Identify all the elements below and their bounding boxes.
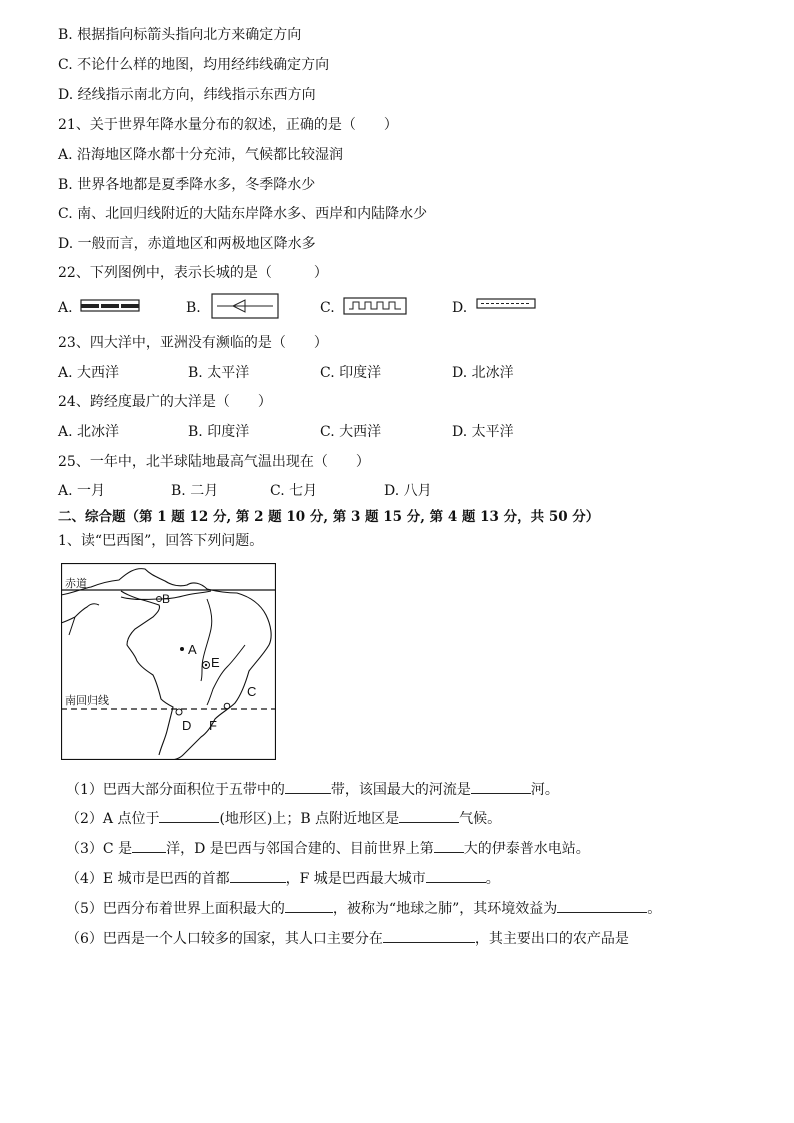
- sub2-blank-2[interactable]: [399, 808, 459, 823]
- legend-a-icon: [80, 297, 140, 315]
- q22-label-c: C.: [320, 300, 335, 316]
- brazil-map: [61, 563, 276, 760]
- q23-options: [58, 364, 578, 384]
- q23-option-c: C. 印度洋: [320, 365, 382, 381]
- q21-stem: 21、关于世界年降水量分布的叙述，正确的是（ ）: [58, 117, 398, 133]
- sub2-text-a: （2）A 点位于: [66, 811, 160, 827]
- sub5-text-b: ，被称为“地球之肺”，其环境效益为: [332, 901, 558, 917]
- q21-option-c: C. 南、北回归线附近的大陆东岸降水多、西岸和内陆降水少: [58, 206, 428, 222]
- point-a-label: A: [188, 642, 197, 657]
- q22-label-a: A.: [58, 300, 73, 316]
- q23-option-d: D. 北冰洋: [452, 365, 514, 381]
- q23-option-a: A. 大西洋: [58, 365, 120, 381]
- q25-option-a: A. 一月: [58, 483, 106, 499]
- q24-option-c: C. 大西洋: [320, 424, 382, 440]
- sub-question-1: [66, 779, 559, 799]
- q21-option-a: A. 沿海地区降水都十分充沛，气候都比较湿润: [58, 147, 344, 163]
- sub-question-5: [66, 898, 661, 918]
- q21-option-d: D. 一般而言，赤道地区和两极地区降水多: [58, 236, 316, 252]
- q20-option-b: B. 根据指向标箭头指向北方来确定方向: [58, 27, 302, 43]
- sub1-text-c: 河。: [530, 782, 559, 798]
- point-a-marker: [180, 647, 184, 651]
- equator-label: 赤道: [65, 578, 87, 590]
- q25-option-b: B. 二月: [171, 483, 219, 499]
- sub5-blank-1[interactable]: [285, 898, 333, 913]
- q23-option-b: B. 太平洋: [188, 365, 250, 381]
- sub1-text-a: （1）巴西大部分面积位于五带中的: [66, 782, 285, 798]
- legend-c-icon: [343, 297, 407, 315]
- sub-question-4: [66, 868, 500, 888]
- q24-stem: 24、跨经度最广的大洋是（ ）: [58, 394, 272, 410]
- sub1-blank-2[interactable]: [471, 779, 531, 794]
- point-e-label: E: [211, 655, 220, 670]
- sub2-blank-1[interactable]: [159, 808, 219, 823]
- point-b-label: B: [162, 592, 171, 606]
- q20-option-c: C. 不论什么样的地图，均用经纬线确定方向: [58, 57, 330, 73]
- sub1-text-b: 带，该国最大的河流是: [330, 782, 471, 798]
- section-2-title: 二、综合题（第 1 题 12 分, 第 2 题 10 分, 第 3 题 15 分, 第 4 题 13 分，共 50 分）: [58, 509, 600, 525]
- q22-options: [58, 299, 578, 319]
- sub-question-6: [66, 928, 629, 948]
- sub4-blank-1[interactable]: [230, 868, 286, 883]
- sub3-text-a: （3）C 是: [66, 841, 133, 857]
- sub3-blank-1[interactable]: [132, 838, 166, 853]
- legend-d-icon: [476, 297, 536, 311]
- q22-stem: 22、下列图例中，表示长城的是（ ）: [58, 265, 328, 281]
- q24-option-b: B. 印度洋: [188, 424, 250, 440]
- point-c-label: C: [247, 684, 257, 699]
- q23-stem: 23、四大洋中，亚洲没有濒临的是（ ）: [58, 335, 328, 351]
- sub3-text-c: 大的伊泰普水电站。: [463, 841, 590, 857]
- point-e-center: [205, 664, 207, 666]
- sub4-text-c: 。: [485, 871, 500, 887]
- sub6-text-a: （6）巴西是一个人口较多的国家，其人口主要分在: [66, 931, 383, 947]
- q24-option-a: A. 北冰洋: [58, 424, 120, 440]
- sub-question-3: [66, 838, 590, 858]
- sub3-text-b: 洋，D 是巴西与邻国合建的、目前世界上第: [166, 841, 434, 857]
- sub1-blank-1[interactable]: [285, 779, 331, 794]
- sub4-text-a: （4）E 城市是巴西的首都: [66, 871, 230, 887]
- sub3-blank-2[interactable]: [434, 838, 464, 853]
- q25-option-c: C. 七月: [270, 483, 318, 499]
- q21-option-b: B. 世界各地都是夏季降水多，冬季降水少: [58, 177, 316, 193]
- sub4-text-b: ，F 城是巴西最大城市: [285, 871, 426, 887]
- q25-options: [58, 482, 498, 502]
- q22-label-b: B.: [186, 300, 201, 316]
- sub4-blank-2[interactable]: [426, 868, 486, 883]
- point-f-label: F: [209, 718, 217, 733]
- q20-option-d: D. 经线指示南北方向，纬线指示东西方向: [58, 87, 316, 103]
- q24-options: [58, 423, 578, 443]
- sub5-text-c: 。: [647, 901, 662, 917]
- sub2-text-c: 气候。: [459, 811, 502, 827]
- q25-option-d: D. 八月: [384, 483, 432, 499]
- point-d-label: D: [182, 718, 192, 733]
- sub2-text-b: (地形区)上；B 点附近地区是: [219, 811, 400, 827]
- q25-stem: 25、一年中，北半球陆地最高气温出现在（ ）: [58, 454, 370, 470]
- q22-label-d: D.: [452, 300, 468, 316]
- sub6-blank-1[interactable]: [383, 928, 475, 943]
- sub-question-2: [66, 808, 501, 828]
- q24-option-d: D. 太平洋: [452, 424, 514, 440]
- q1-stem: 1、读“巴西图”，回答下列问题。: [58, 533, 264, 549]
- sub5-text-a: （5）巴西分布着世界上面积最大的: [66, 901, 285, 917]
- sub5-blank-2[interactable]: [557, 898, 647, 913]
- tropic-label: 南回归线: [65, 695, 109, 707]
- sub6-text-b: ，其主要出口的农产品是: [474, 931, 629, 947]
- legend-b-icon: [211, 293, 279, 319]
